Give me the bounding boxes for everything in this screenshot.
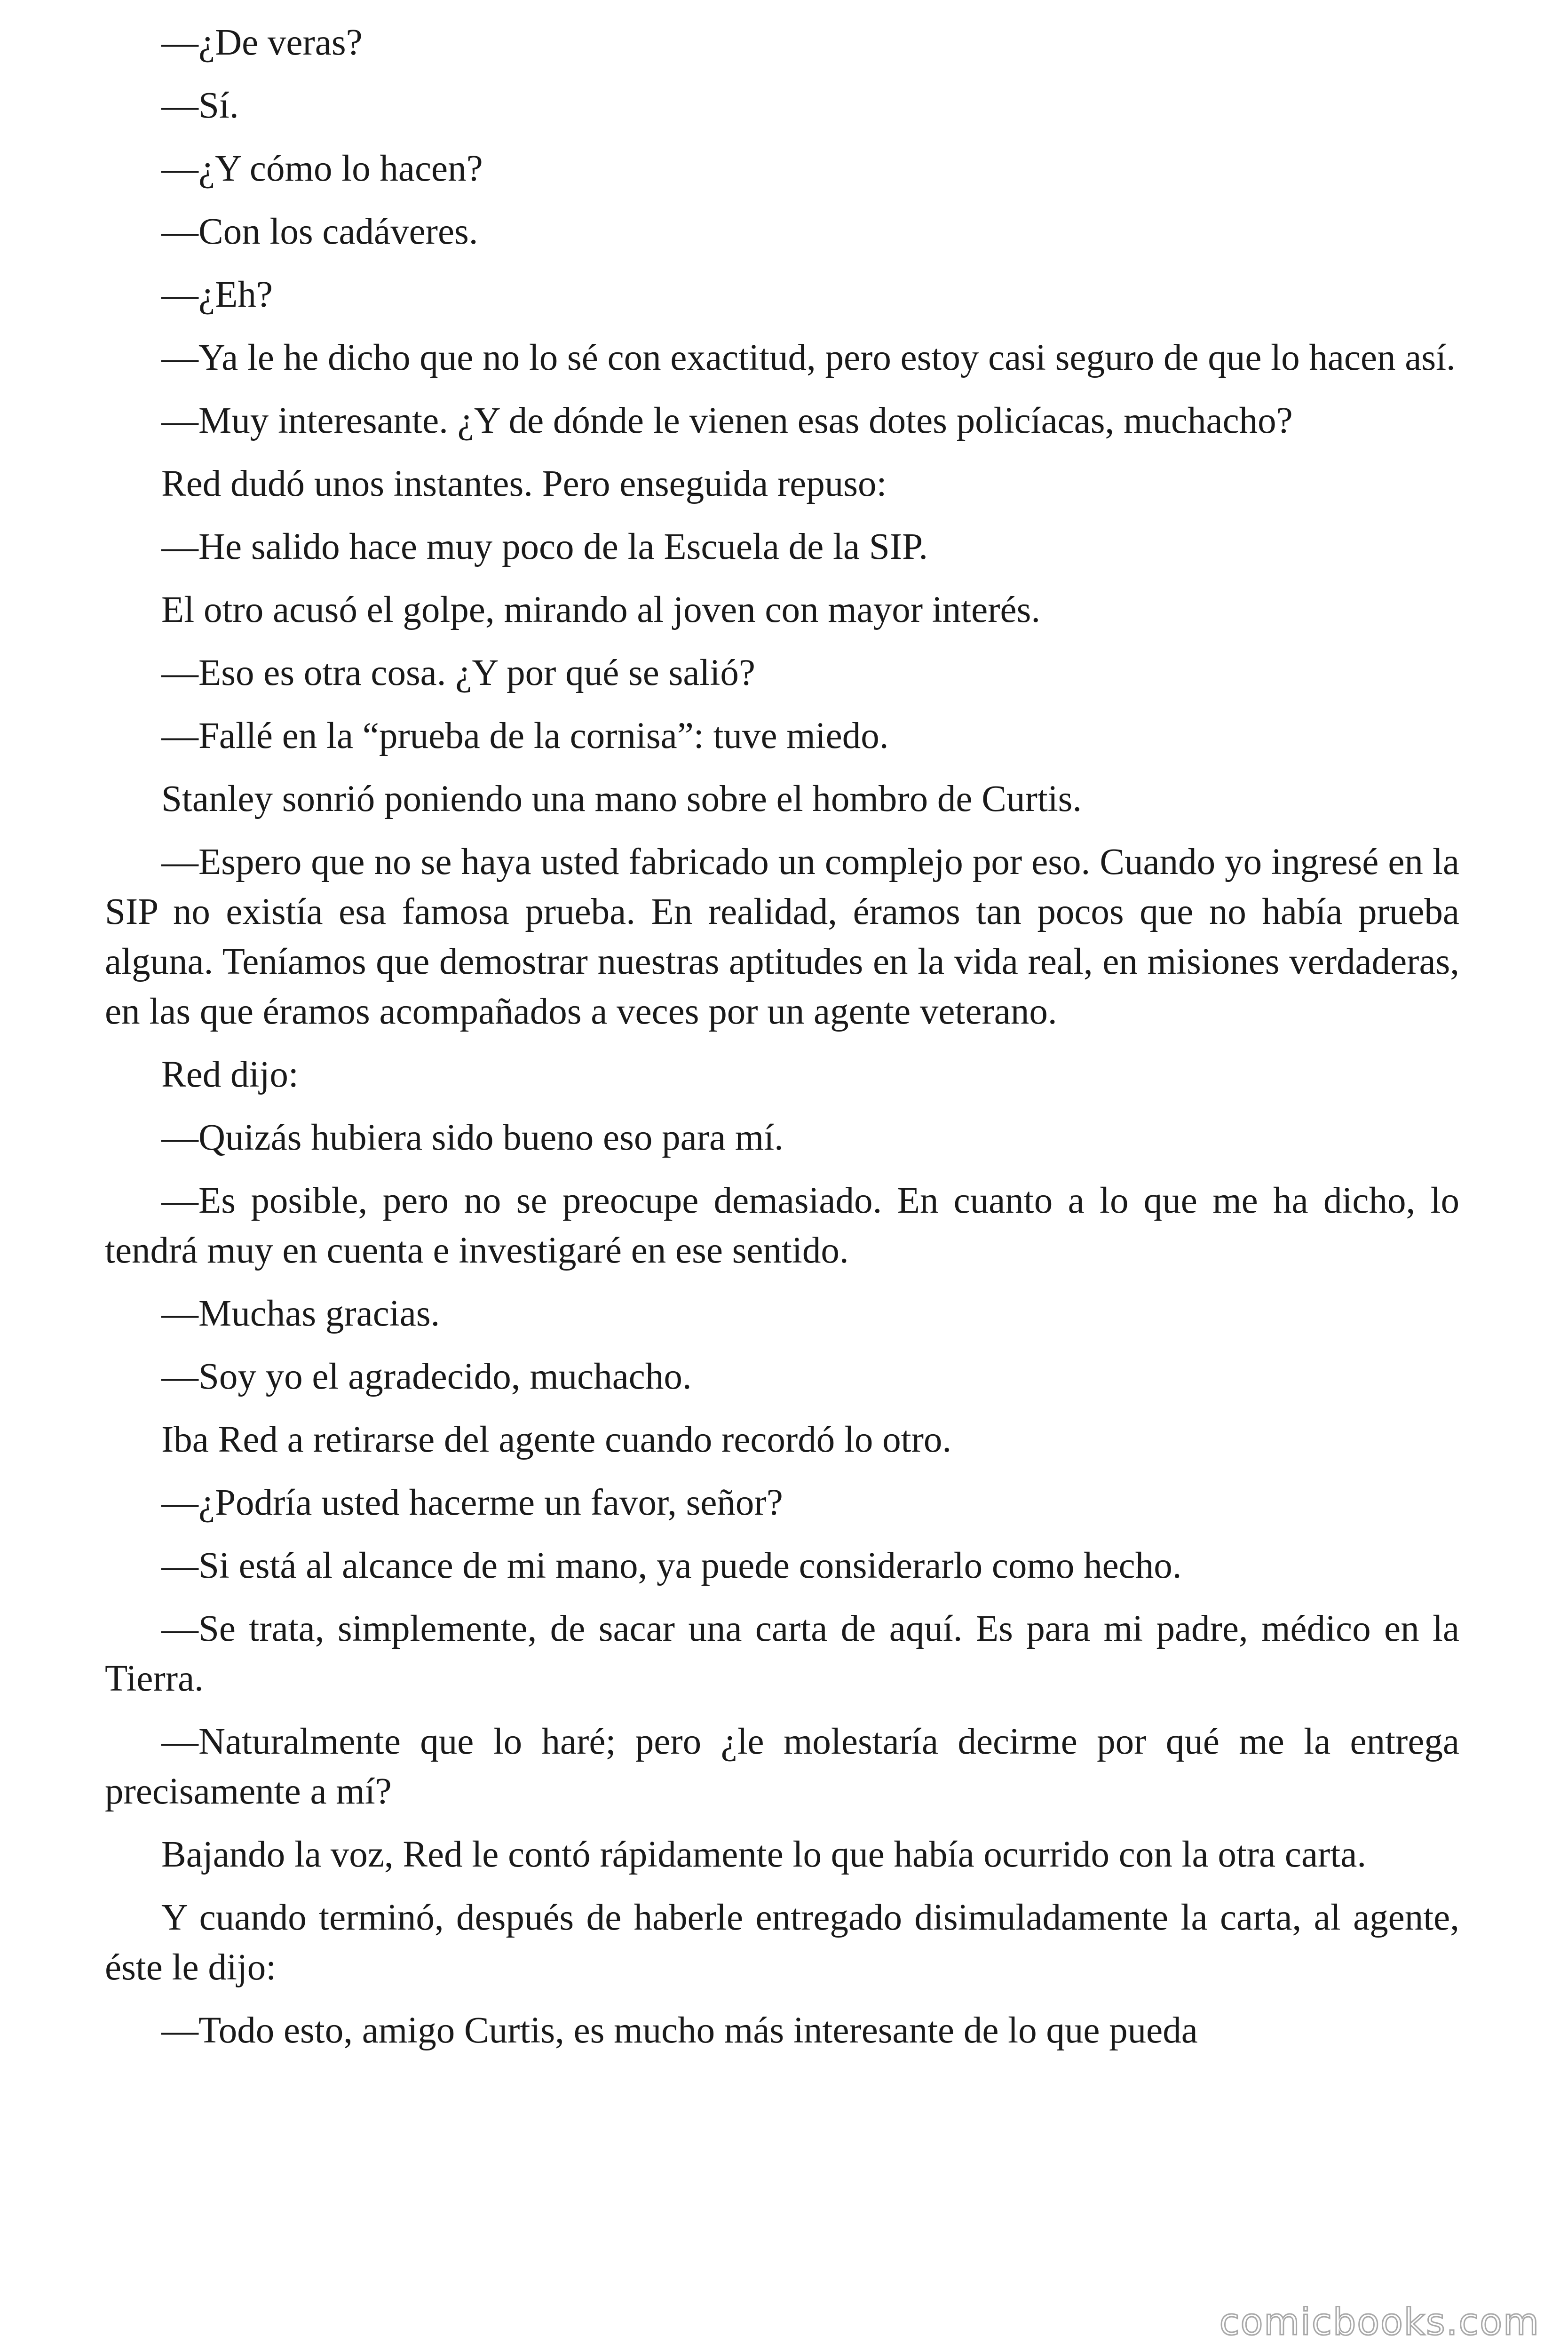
body-text bbox=[105, 18, 1459, 2069]
paragraph: Iba Red a retirarse del agente cuando recordó lo otro. bbox=[161, 1419, 952, 1460]
paragraph: Stanley sonrió poniendo una mano sobre el hombro de Curtis. bbox=[161, 779, 1082, 819]
paragraph: —Naturalmente que lo haré; pero ¿le molestaría decirme por qué me la entrega precisamente a mí? bbox=[105, 1721, 1459, 1812]
paragraph: —Quizás hubiera sido bueno eso para mí. bbox=[161, 1117, 784, 1158]
watermark: comicbooks.com bbox=[1219, 2301, 1540, 2344]
paragraph: —¿De veras? bbox=[161, 22, 363, 63]
paragraph: Red dijo: bbox=[161, 1054, 299, 1095]
paragraph: —¿Eh? bbox=[161, 274, 273, 315]
paragraph: —¿Y cómo lo hacen? bbox=[161, 148, 483, 189]
paragraph: —Espero que no se haya usted fabricado un complejo por eso. Cuando yo ingresé en la SIP no existía esa famosa prueba. En realidad, éramos tan pocos que no había prueba alguna. Teníamos que demostrar nuestras aptitudes en la vida real, en misiones verdaderas, en las que éramos acompañados a veces por un agente veterano. bbox=[105, 842, 1459, 1032]
paragraph: —Con los cadáveres. bbox=[161, 211, 478, 252]
paragraph: —Muchas gracias. bbox=[161, 1293, 440, 1334]
paragraph: —Muy interesante. ¿Y de dónde le vienen esas dotes policíacas, muchacho? bbox=[161, 400, 1293, 441]
paragraph: Bajando la voz, Red le contó rápidamente lo que había ocurrido con la otra carta. bbox=[161, 1834, 1367, 1875]
paragraph: —Todo esto, amigo Curtis, es mucho más interesante de lo que pueda bbox=[161, 2010, 1198, 2051]
paragraph: —Es posible, pero no se preocupe demasiado. En cuanto a lo que me ha dicho, lo tendrá muy en cuenta e investigaré en ese sentido. bbox=[105, 1180, 1459, 1271]
paragraph: Y cuando terminó, después de haberle entregado disimuladamente la carta, al agente, éste le dijo: bbox=[105, 1897, 1459, 1988]
paragraph: —Si está al alcance de mi mano, ya puede considerarlo como hecho. bbox=[161, 1545, 1182, 1586]
paragraph: —Fallé en la “prueba de la cornisa”: tuve miedo. bbox=[161, 715, 889, 756]
paragraph: —Se trata, simplemente, de sacar una carta de aquí. Es para mi padre, médico en la Tierra. bbox=[105, 1608, 1459, 1699]
paragraph: —Ya le he dicho que no lo sé con exactitud, pero estoy casi seguro de que lo hacen así. bbox=[161, 337, 1456, 378]
paragraph: —Eso es otra cosa. ¿Y por qué se salió? bbox=[161, 652, 755, 693]
paragraph: —He salido hace muy poco de la Escuela de la SIP. bbox=[161, 526, 928, 567]
paragraph: —Soy yo el agradecido, muchacho. bbox=[161, 1356, 692, 1397]
paragraph: —¿Podría usted hacerme un favor, señor? bbox=[161, 1482, 783, 1523]
paragraph: —Sí. bbox=[161, 85, 239, 126]
paragraph: Red dudó unos instantes. Pero enseguida repuso: bbox=[161, 463, 887, 504]
paragraph: El otro acusó el golpe, mirando al joven con mayor interés. bbox=[161, 589, 1041, 630]
